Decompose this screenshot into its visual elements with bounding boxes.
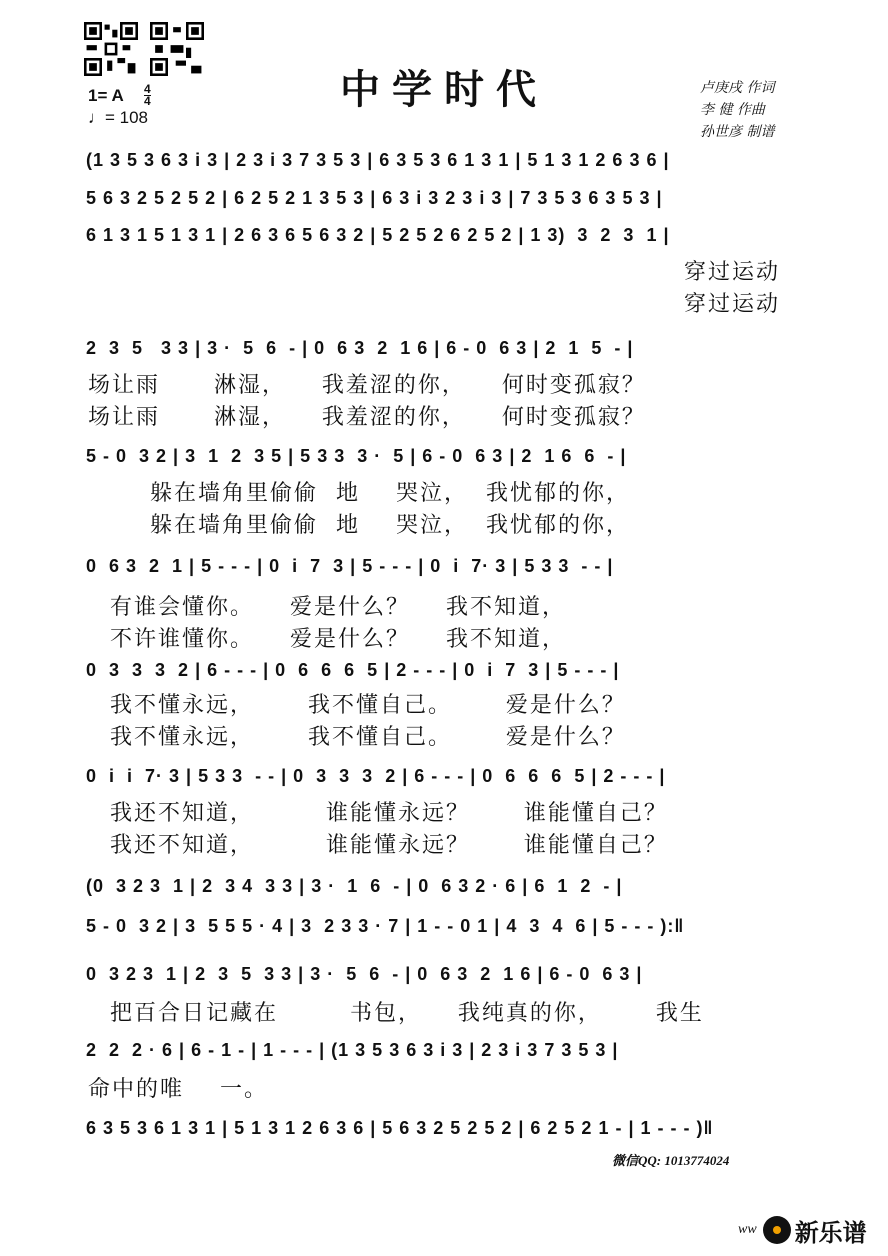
notation-text: 6 1 3 1 5 1 3 1 | 2 6 3 6 5 6 3 2 | 5 2 5 2 6 2 5 2 | 1 3) 3 2 3 1 |: [86, 225, 670, 245]
logo-prefix: ww: [738, 1222, 757, 1237]
credit-score: 孙世彦 制谱: [700, 124, 775, 140]
notation-text: 6 3 5 3 6 1 3 1 | 5 1 3 1 2 6 3 6 | 5 6 3 2 5 2 5 2 | 6 2 5 2 1 - | 1 - - - )‖: [86, 1118, 714, 1138]
lyric-line: 场让雨 淋湿， 我羞涩的你， 何时变孤寂？: [88, 373, 646, 398]
score-line: [86, 188, 806, 218]
score-line: [86, 964, 806, 994]
score-line: [86, 556, 806, 586]
notation-text: 2 3 5 3 3 | 3 · 5 6 - | 0 6 3 2 1 6 | 6 - 0 6 3 | 2 1 5 - |: [86, 338, 634, 358]
credit-music: 李 健 作曲: [700, 102, 765, 118]
lyric-line: 把百合日记藏在 书包， 我纯真的你， 我生: [110, 1001, 704, 1026]
lyric-line: 场让雨 淋湿， 我羞涩的你， 何时变孤寂？: [88, 405, 646, 430]
notation-text: 0 3 3 3 2 | 6 - - - | 0 6 6 6 5 | 2 - - - | 0 i 7 3 | 5 - - - |: [86, 660, 620, 680]
notation-text: (1 3 5 3 6 3 i 3 | 2 3 i 3 7 3 5 3 | 6 3 5 3 6 1 3 1 | 5 1 3 1 2 6 3 6 |: [86, 150, 670, 170]
score-line: [86, 225, 806, 255]
score-line: [86, 1040, 806, 1070]
credits: [700, 77, 774, 143]
notation-text: 0 3 2 3 1 | 2 3 5 3 3 | 3 · 5 6 - | 0 6 3 2 1 6 | 6 - 0 6 3 |: [86, 964, 643, 984]
notation-text: 0 6 3 2 1 | 5 - - - | 0 i 7 3 | 5 - - - | 0 i 7· 3 | 5 3 3 - - |: [86, 556, 614, 576]
song-title: 中学时代: [340, 66, 548, 113]
time-denominator: 4: [144, 94, 151, 108]
score-line: [86, 338, 806, 368]
lyric-line: 有谁会懂你。 爱是什么？ 我不知道，: [110, 595, 566, 620]
contact-info: 微信QQ: 1013774024: [612, 1153, 730, 1168]
notation-text: 5 - 0 3 2 | 3 1 2 3 5 | 5 3 3 3 · 5 | 6 - 0 6 3 | 2 1 6 6 - |: [86, 446, 627, 466]
lyric-line: 躲在墙角里偷偷 地 哭泣， 我忧郁的你，: [150, 481, 630, 506]
tempo-marking: ♩= 108: [88, 108, 149, 127]
score-line: [86, 766, 806, 796]
score-line: [86, 150, 806, 180]
time-numerator: 4: [144, 82, 151, 96]
lyric-line: 我还不知道， 谁能懂永远？ 谁能懂自己？: [110, 801, 668, 826]
lyric-line: 我还不知道， 谁能懂永远？ 谁能懂自己？: [110, 833, 668, 858]
lyric-line: 不许谁懂你。 爱是什么？ 我不知道，: [110, 627, 566, 652]
score-line: [86, 916, 806, 946]
score-line: [86, 1118, 806, 1148]
lyric-line: 穿过运动: [684, 260, 781, 285]
lyric-line: 命中的唯 一。: [88, 1077, 268, 1102]
notation-text: 0 i i 7· 3 | 5 3 3 - - | 0 3 3 3 2 | 6 - - - | 0 6 6 6 5 | 2 - - - |: [86, 766, 666, 786]
notation-text: 5 - 0 3 2 | 3 5 5 5 · 4 | 3 2 3 3 · 7 | 1 - - 0 1 | 4 3 4 6 | 5 - - - ):‖: [86, 916, 685, 936]
lyric-line: 我不懂永远， 我不懂自己。 爱是什么？: [110, 725, 626, 750]
credit-lyrics: 卢庚戌 作词: [700, 80, 775, 96]
lyric-line: 穿过运动: [684, 292, 781, 317]
time-signature: [144, 84, 151, 106]
site-logo: [738, 1212, 867, 1248]
brand-name: 新乐谱: [794, 1218, 867, 1247]
key-signature: 1= A: [88, 86, 124, 105]
notation-text: 5 6 3 2 5 2 5 2 | 6 2 5 2 1 3 5 3 | 6 3 i 3 2 3 i 3 | 7 3 5 3 6 3 5 3 |: [86, 188, 663, 208]
score-line: [86, 660, 806, 690]
lyric-line: 我不懂永远， 我不懂自己。 爱是什么？: [110, 693, 626, 718]
lyric-line: 躲在墙角里偷偷 地 哭泣， 我忧郁的你，: [150, 513, 630, 538]
notation-text: 2 2 2 · 6 | 6 - 1 - | 1 - - - | (1 3 5 3 6 3 i 3 | 2 3 i 3 7 3 5 3 |: [86, 1040, 619, 1060]
record-disc-icon: [763, 1216, 791, 1244]
notation-text: (0 3 2 3 1 | 2 3 4 3 3 | 3 · 1 6 - | 0 6 3 2 · 6 | 6 1 2 - |: [86, 876, 623, 896]
score-line: [86, 446, 806, 476]
score-line: [86, 876, 806, 906]
